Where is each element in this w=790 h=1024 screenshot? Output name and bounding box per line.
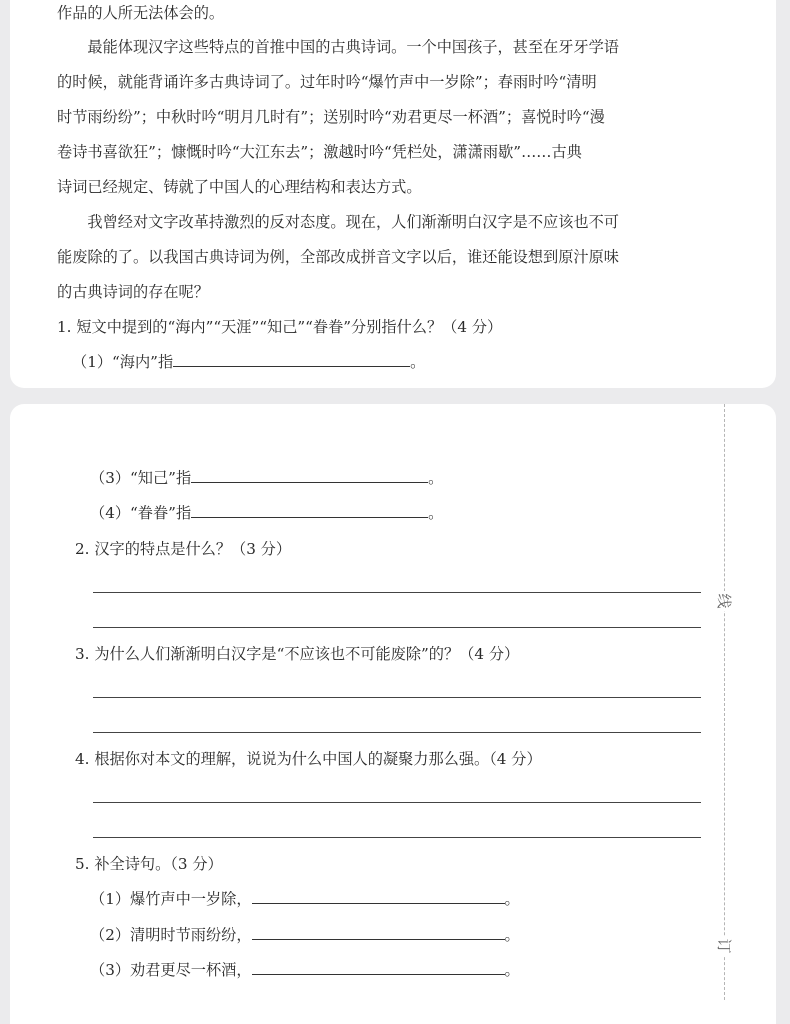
answer-blank[interactable]	[173, 352, 410, 367]
question-2-prompt: 2. 汉字的特点是什么？（3 分）	[75, 540, 292, 558]
passage-line: 能废除的了。以我国古典诗词为例，全部改成拼音文字以后，谁还能设想到原汁原味	[57, 248, 619, 266]
item-label: （1）爆竹声中一岁除，	[90, 890, 252, 908]
answer-blank[interactable]	[252, 960, 505, 975]
item-end: 。	[504, 890, 520, 908]
binding-dashed-line	[724, 404, 725, 1000]
passage-line: 时节雨纷纷”；中秋时吟“明月几时有”；送别时吟“劝君更尽一杯酒”；喜悦时吟“漫	[57, 108, 605, 126]
answer-blank[interactable]	[252, 889, 505, 904]
question-4-prompt: 4. 根据你对本文的理解，说说为什么中国人的凝聚力那么强。（4 分）	[75, 750, 542, 768]
item-end: 。	[410, 353, 426, 371]
passage-line: 作品的人所无法体会的。	[57, 4, 225, 22]
item-label: （2）清明时节雨纷纷，	[90, 926, 252, 944]
answer-blank[interactable]	[252, 925, 505, 940]
answer-blank[interactable]	[191, 468, 428, 483]
question-5-item-2	[90, 925, 520, 945]
answer-line[interactable]	[93, 697, 701, 698]
item-end: 。	[428, 469, 444, 487]
question-5-prompt: 5. 补全诗句。（3 分）	[75, 855, 223, 873]
item-label: （4）“眷眷”指	[90, 504, 192, 522]
question-1-prompt: 1. 短文中提到的“海内”“天涯”“知己”“眷眷”分别指什么？（4 分）	[57, 318, 503, 336]
answer-line[interactable]	[93, 837, 701, 838]
passage-line: 卷诗书喜欲狂”；慷慨时吟“大江东去”；激越时吟“凭栏处，潇潇雨歇”……古典	[57, 143, 582, 161]
question-1-item-4	[90, 503, 443, 523]
answer-line[interactable]	[93, 802, 701, 803]
answer-blank[interactable]	[191, 503, 428, 518]
question-1-item-1	[72, 352, 425, 372]
question-5-item-3	[90, 960, 520, 980]
answer-line[interactable]	[93, 627, 701, 628]
item-label: （1）“海内”指	[72, 353, 174, 371]
passage-line: 最能体现汉字这些特点的首推中国的古典诗词。一个中国孩子，甚至在牙牙学语	[57, 38, 619, 56]
passage-line: 的时候，就能背诵许多古典诗词了。过年时吟“爆竹声中一岁除”；春雨时吟“清明	[57, 73, 597, 91]
question-3-prompt: 3. 为什么人们渐渐明白汉字是“不应该也不可能废除”的？（4 分）	[75, 645, 520, 663]
passage-line: 的古典诗词的存在呢？	[57, 283, 209, 301]
passage-line: 诗词已经规定、铸就了中国人的心理结构和表达方式。	[57, 178, 422, 196]
question-5-item-1	[90, 889, 520, 909]
margin-label-line: 线	[714, 591, 734, 611]
answer-line[interactable]	[93, 732, 701, 733]
margin-label-bind: 订	[714, 936, 734, 956]
item-end: 。	[428, 504, 444, 522]
passage-line: 我曾经对文字改革持激烈的反对态度。现在，人们渐渐明白汉字是不应该也不可	[57, 213, 619, 231]
item-end: 。	[504, 961, 520, 979]
item-label: （3）“知己”指	[90, 469, 192, 487]
item-end: 。	[504, 926, 520, 944]
answer-line[interactable]	[93, 592, 701, 593]
item-label: （3）劝君更尽一杯酒，	[90, 961, 252, 979]
question-1-item-3	[90, 468, 443, 488]
